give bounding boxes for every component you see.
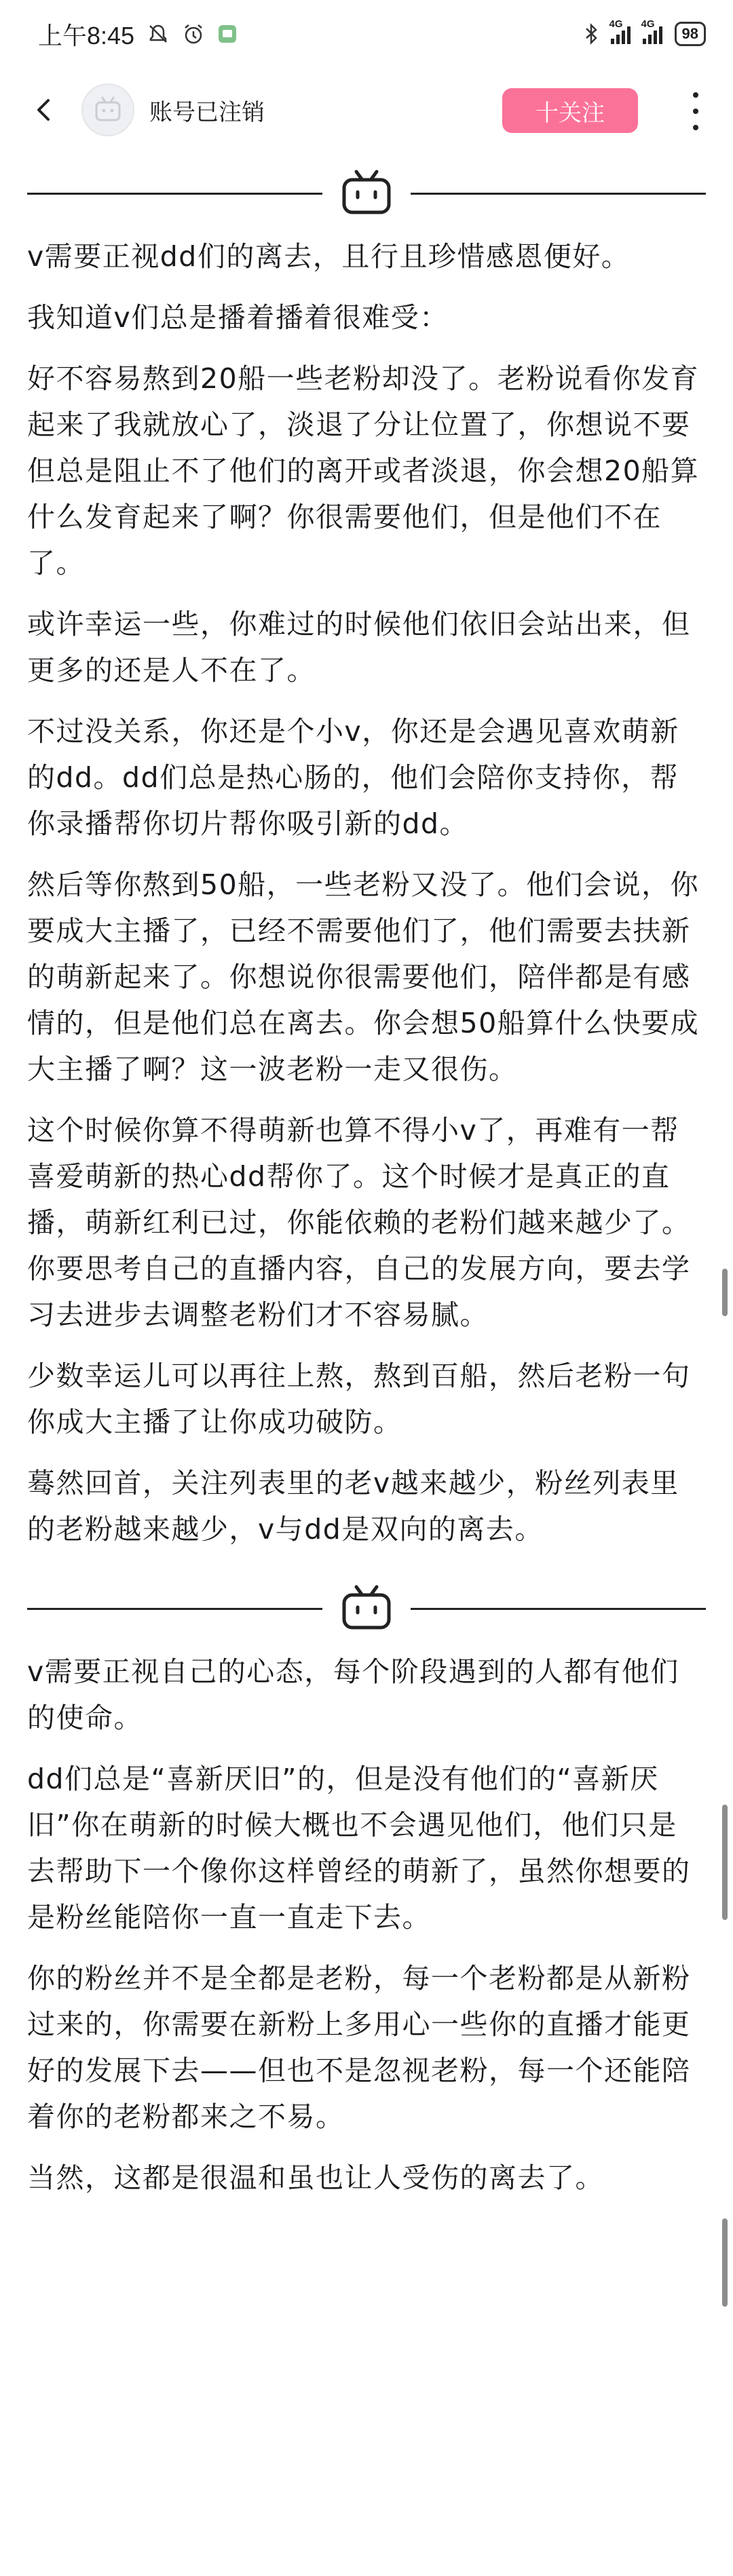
scrollbar-thumb[interactable] bbox=[722, 1805, 728, 1920]
article-paragraph: 这个时候你算不得萌新也算不得小v了，再难有一帮喜爱萌新的热心dd帮你了。这个时候才是真正的直播，萌新红利已过，你能依赖的老粉们越来越少了。你要思考自己的直播内容，自己的发展方向，要去学习去进步去调整老粉们才不容易腻。 bbox=[27, 1114, 691, 1331]
more-dot-icon bbox=[693, 109, 698, 114]
article-paragraph: dd们总是“喜新厌旧”的，但是没有他们的“喜新厌旧”你在萌新的时候大概也不会遇见他们，他们只是去帮助下一个像你这样曾经的萌新了，虽然你想要的是粉丝能陪你一直一直走下去。 bbox=[27, 1763, 691, 1934]
article-paragraph: 蓦然回首，关注列表里的老v越来越少，粉丝列表里的老粉越来越少，v与dd是双向的离去。 bbox=[27, 1467, 679, 1545]
article-paragraph: 少数幸运儿可以再往上熬，熬到百船，然后老粉一句你成大主播了让你成功破防。 bbox=[27, 1360, 691, 1438]
status-time: 上午8:45 bbox=[38, 21, 135, 50]
status-left bbox=[38, 17, 238, 52]
article-paragraph: 我知道v们总是播着播着很难受： bbox=[27, 301, 449, 334]
network-type-1: 4G bbox=[609, 18, 623, 30]
more-options-button[interactable] bbox=[685, 92, 706, 130]
article-paragraph: 或许幸运一些，你难过的时候他们依旧会站出来，但更多的还是人不在了。 bbox=[27, 608, 691, 687]
more-dot-icon bbox=[693, 92, 698, 98]
article-paragraph: v需要正视dd们的离去，且行且珍惜感恩便好。 bbox=[27, 240, 631, 273]
article-section-1 bbox=[0, 233, 733, 1552]
status-right bbox=[584, 18, 706, 46]
section-divider bbox=[0, 1567, 733, 1649]
signal-1-icon bbox=[609, 18, 631, 44]
bilibili-tv-icon bbox=[322, 1584, 411, 1632]
bluetooth-icon bbox=[584, 22, 599, 45]
article-paragraph: 好不容易熬到20船一些老粉却没了。老粉说看你发育起来了我就放心了，淡退了分让位置了，你想说不要但总是阻止不了他们的离开或者淡退，你会想20船算什么发育起来了啊？你很需要他们，但是他们不在了。 bbox=[27, 362, 700, 579]
chevron-left-icon bbox=[31, 96, 58, 123]
app-notification-icon bbox=[217, 24, 238, 44]
more-dot-icon bbox=[693, 125, 698, 130]
top-nav bbox=[0, 68, 733, 152]
article-paragraph: 你的粉丝并不是全都是老粉，每一个老粉都是从新粉过来的，你需要在新粉上多用心一些你的直播才能更好的发展下去——但也不是忽视老粉，每一个还能陪着你的老粉都来之不易。 bbox=[27, 1962, 691, 2133]
battery-icon: 98 bbox=[675, 22, 706, 46]
avatar[interactable] bbox=[81, 83, 134, 136]
section-divider bbox=[0, 152, 733, 233]
status-bar bbox=[0, 0, 733, 68]
article-paragraph: v需要正视自己的心态，每个阶段遇到的人都有他们的使命。 bbox=[27, 1655, 679, 1734]
default-avatar-icon bbox=[91, 93, 125, 127]
back-button[interactable] bbox=[20, 86, 68, 134]
follow-button[interactable]: 十关注 bbox=[502, 88, 638, 133]
scrollbar-thumb[interactable] bbox=[722, 2218, 728, 2307]
mute-icon bbox=[147, 22, 170, 45]
network-type-2: 4G bbox=[641, 18, 655, 30]
alarm-icon bbox=[182, 22, 205, 45]
bilibili-tv-icon bbox=[322, 169, 411, 216]
article-paragraph: 不过没关系，你还是个小v，你还是会遇见喜欢萌新的dd。dd们总是热心肠的，他们会陪你支持你，帮你录播帮你切片帮你吸引新的dd。 bbox=[27, 715, 679, 840]
author-name[interactable]: 账号已注销 bbox=[149, 98, 265, 126]
scrollbar-thumb[interactable] bbox=[722, 1269, 728, 1316]
article-section-2 bbox=[0, 1649, 733, 2201]
article-paragraph: 当然，这都是很温和虽也让人受伤的离去了。 bbox=[27, 2161, 604, 2194]
article-paragraph: 然后等你熬到50船，一些老粉又没了。他们会说，你要成大主播了，已经不需要他们了，他们需要去扶新的萌新起来了。你想说你很需要他们，陪伴都是有感情的，但是他们总在离去。你会想50船算什么快要成大主播了啊？这一波老粉一走又很伤。 bbox=[27, 868, 700, 1085]
signal-2-icon bbox=[641, 18, 662, 44]
